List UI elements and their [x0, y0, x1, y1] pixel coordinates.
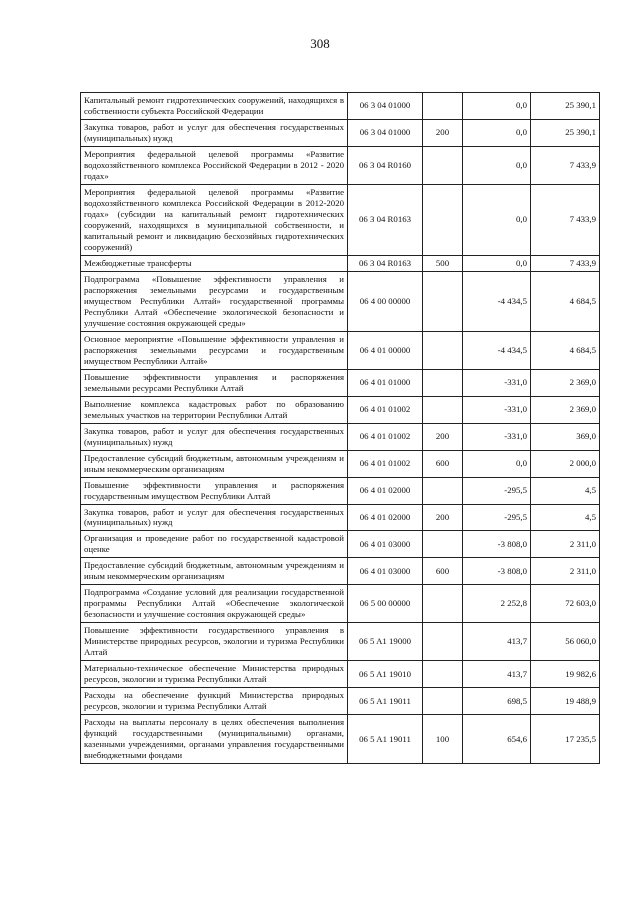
table-cell-total: 2 311,0 — [531, 558, 600, 585]
table-cell-code: 06 5 00 00000 — [348, 585, 423, 623]
table-cell-total: 4,5 — [531, 477, 600, 504]
table-cell-expense-type — [423, 477, 463, 504]
table-cell-name: Материально-техническое обеспечение Министерства природных ресурсов, экологии и туризма Республики Алтай — [81, 661, 348, 688]
table-row — [81, 477, 600, 504]
table-row — [81, 93, 600, 120]
table-cell-code: 06 4 01 03000 — [348, 531, 423, 558]
table-cell-expense-type — [423, 184, 463, 255]
table-cell-expense-type — [423, 369, 463, 396]
table-cell-name: Закупка товаров, работ и услуг для обеспечения государственных (муниципальных) нужд — [81, 119, 348, 146]
table-cell-code: 06 4 00 00000 — [348, 271, 423, 331]
table-cell-total: 19 982,6 — [531, 661, 600, 688]
table-cell-name: Подпрограмма «Повышение эффективности управления и распоряжения земельными ресурсами и государственным имуществом Республики Алтай» государственной программы Республики Алтай «Обеспечение экологической безопасности и улучшение состояния окружающей среды» — [81, 271, 348, 331]
table-cell-expense-type: 600 — [423, 558, 463, 585]
table-cell-code: 06 4 01 02000 — [348, 504, 423, 531]
table-row — [81, 558, 600, 585]
table-cell-change: -331,0 — [463, 423, 531, 450]
table-cell-total: 17 235,5 — [531, 715, 600, 764]
table-row — [81, 146, 600, 184]
table-cell-name: Закупка товаров, работ и услуг для обеспечения государственных (муниципальных) нужд — [81, 504, 348, 531]
table-cell-code: 06 4 01 00000 — [348, 331, 423, 369]
table-cell-expense-type — [423, 93, 463, 120]
table-cell-code: 06 3 04 R0163 — [348, 255, 423, 271]
table-cell-change: 0,0 — [463, 93, 531, 120]
table-cell-total: 2 369,0 — [531, 369, 600, 396]
table-cell-total: 2 000,0 — [531, 450, 600, 477]
table-cell-name: Мероприятия федеральной целевой программы «Развитие водохозяйственного комплекса Российской Федерации в 2012 - 2020 годах» — [81, 146, 348, 184]
table-cell-change: 0,0 — [463, 255, 531, 271]
table-cell-expense-type — [423, 688, 463, 715]
table-cell-change: 0,0 — [463, 146, 531, 184]
table-row — [81, 369, 600, 396]
table-cell-total: 369,0 — [531, 423, 600, 450]
table-cell-change: -3 808,0 — [463, 558, 531, 585]
table-cell-total: 7 433,9 — [531, 255, 600, 271]
table-row — [81, 450, 600, 477]
table-cell-expense-type: 200 — [423, 423, 463, 450]
table-cell-code: 06 4 01 01002 — [348, 396, 423, 423]
table-cell-expense-type — [423, 271, 463, 331]
table-cell-code: 06 3 04 01000 — [348, 119, 423, 146]
table-row — [81, 585, 600, 623]
table-cell-code: 06 4 01 01000 — [348, 369, 423, 396]
table-cell-change: 0,0 — [463, 450, 531, 477]
table-cell-change: 654,6 — [463, 715, 531, 764]
table-cell-change: 698,5 — [463, 688, 531, 715]
table-cell-code: 06 5 A1 19010 — [348, 661, 423, 688]
table-cell-name: Основное мероприятие «Повышение эффективности управления и распоряжения земельными ресурсами и государственным имуществом Республики Алтай» — [81, 331, 348, 369]
table-cell-change: -295,5 — [463, 477, 531, 504]
table-cell-expense-type: 200 — [423, 119, 463, 146]
table-cell-code: 06 3 04 R0163 — [348, 184, 423, 255]
table-row — [81, 331, 600, 369]
table-cell-total: 4,5 — [531, 504, 600, 531]
table-row — [81, 119, 600, 146]
table-cell-code: 06 4 01 02000 — [348, 477, 423, 504]
table-cell-total: 72 603,0 — [531, 585, 600, 623]
table-cell-total: 7 433,9 — [531, 146, 600, 184]
table-row — [81, 531, 600, 558]
budget-table-body — [81, 93, 600, 764]
table-row — [81, 396, 600, 423]
table-row — [81, 715, 600, 764]
table-cell-expense-type: 200 — [423, 504, 463, 531]
table-cell-name: Закупка товаров, работ и услуг для обеспечения государственных (муниципальных) нужд — [81, 423, 348, 450]
table-cell-code: 06 5 A1 19011 — [348, 715, 423, 764]
table-cell-name: Повышение эффективности управления и распоряжения государственным имуществом Республики Алтай — [81, 477, 348, 504]
table-cell-name: Межбюджетные трансферты — [81, 255, 348, 271]
table-cell-expense-type — [423, 146, 463, 184]
table-cell-total: 2 369,0 — [531, 396, 600, 423]
table-cell-name: Выполнение комплекса кадастровых работ по образованию земельных участков на территории Республики Алтай — [81, 396, 348, 423]
table-cell-total: 56 060,0 — [531, 623, 600, 661]
table-cell-name: Мероприятия федеральной целевой программы «Развитие водохозяйственного комплекса Российской Федерации в 2012-2020 годах» (субсидии на капитальный ремонт гидротехнических сооружений, находящихся в муниципальной собственности, и капитальный ремонт и ликвидацию бесхозяйных гидротехнических сооружений) — [81, 184, 348, 255]
table-cell-expense-type — [423, 585, 463, 623]
table-cell-total: 2 311,0 — [531, 531, 600, 558]
table-cell-change: 2 252,8 — [463, 585, 531, 623]
table-cell-expense-type — [423, 531, 463, 558]
table-row — [81, 184, 600, 255]
table-cell-name: Подпрограмма «Создание условий для реализации государственной программы Республики Алтай «Обеспечение экологической безопасности и улучшение состояния окружающей среды» — [81, 585, 348, 623]
table-cell-name: Повышение эффективности государственного управления в Министерстве природных ресурсов, экологии и туризма Республики Алтай — [81, 623, 348, 661]
table-cell-name: Предоставление субсидий бюджетным, автономным учреждениям и иным некоммерческим организациям — [81, 558, 348, 585]
table-cell-change: 0,0 — [463, 184, 531, 255]
table-row — [81, 688, 600, 715]
table-cell-expense-type: 500 — [423, 255, 463, 271]
table-cell-expense-type — [423, 396, 463, 423]
table-cell-change: -295,5 — [463, 504, 531, 531]
table-cell-total: 4 684,5 — [531, 331, 600, 369]
table-cell-change: -3 808,0 — [463, 531, 531, 558]
budget-table — [80, 92, 600, 764]
table-row — [81, 271, 600, 331]
table-cell-name: Организация и проведение работ по государственной кадастровой оценке — [81, 531, 348, 558]
table-cell-change: 0,0 — [463, 119, 531, 146]
table-cell-code: 06 5 A1 19000 — [348, 623, 423, 661]
table-cell-total: 4 684,5 — [531, 271, 600, 331]
table-cell-expense-type — [423, 623, 463, 661]
table-cell-name: Предоставление субсидий бюджетным, автономным учреждениям и иным некоммерческим организациям — [81, 450, 348, 477]
table-cell-total: 19 488,9 — [531, 688, 600, 715]
table-cell-expense-type: 100 — [423, 715, 463, 764]
table-cell-change: 413,7 — [463, 623, 531, 661]
table-cell-total: 25 390,1 — [531, 119, 600, 146]
table-row — [81, 623, 600, 661]
table-cell-expense-type: 600 — [423, 450, 463, 477]
table-row — [81, 255, 600, 271]
table-cell-code: 06 5 A1 19011 — [348, 688, 423, 715]
table-cell-name: Повышение эффективности управления и распоряжения земельными ресурсами Республики Алтай — [81, 369, 348, 396]
table-row — [81, 423, 600, 450]
table-cell-code: 06 3 04 R0160 — [348, 146, 423, 184]
table-cell-change: 413,7 — [463, 661, 531, 688]
table-row — [81, 661, 600, 688]
table-cell-code: 06 4 01 01002 — [348, 423, 423, 450]
table-cell-change: -4 434,5 — [463, 271, 531, 331]
table-cell-expense-type — [423, 661, 463, 688]
table-cell-change: -331,0 — [463, 396, 531, 423]
table-cell-code: 06 4 01 01002 — [348, 450, 423, 477]
table-cell-name: Расходы на обеспечение функций Министерства природных ресурсов, экологии и туризма Республики Алтай — [81, 688, 348, 715]
table-cell-expense-type — [423, 331, 463, 369]
table-cell-change: -331,0 — [463, 369, 531, 396]
table-cell-code: 06 4 01 03000 — [348, 558, 423, 585]
table-cell-name: Расходы на выплаты персоналу в целях обеспечения выполнения функций государственными (муниципальными) органами, казенными учреждениями, органами управления государственными внебюджетными фондами — [81, 715, 348, 764]
page-number: 308 — [310, 36, 330, 51]
table-cell-total: 7 433,9 — [531, 184, 600, 255]
table-cell-change: -4 434,5 — [463, 331, 531, 369]
table-cell-total: 25 390,1 — [531, 93, 600, 120]
table-cell-name: Капитальный ремонт гидротехнических сооружений, находящихся в собственности субъекта Российской Федерации — [81, 93, 348, 120]
table-cell-code: 06 3 04 01000 — [348, 93, 423, 120]
table-row — [81, 504, 600, 531]
